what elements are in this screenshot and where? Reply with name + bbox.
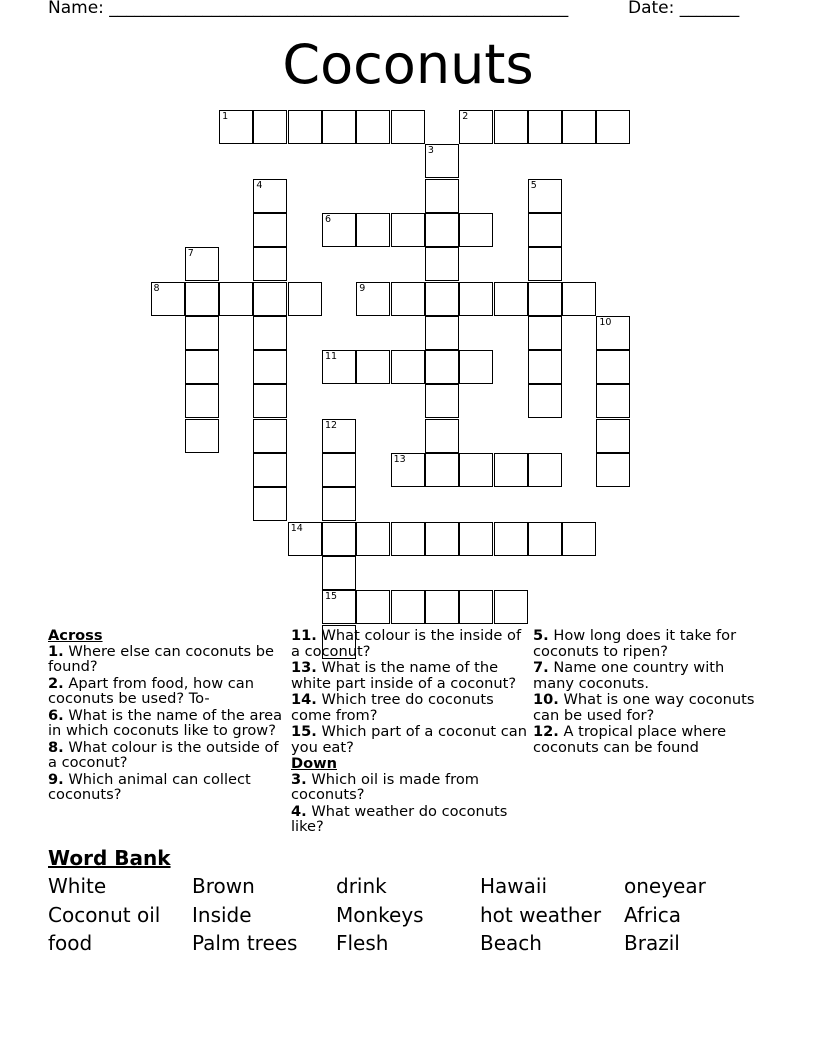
grid-cell[interactable]	[425, 144, 459, 178]
grid-cell[interactable]	[322, 213, 356, 247]
grid-cell[interactable]	[253, 453, 287, 487]
grid-cell[interactable]	[322, 110, 356, 144]
grid-clue-number: 3	[427, 145, 434, 157]
grid-cell[interactable]	[356, 590, 390, 624]
clue-column-3	[533, 628, 763, 756]
grid-cell[interactable]	[494, 522, 528, 556]
grid-cell[interactable]	[494, 282, 528, 316]
clue-across-15: 15. Which part of a coconut can you eat?	[291, 723, 527, 756]
word-bank-word: Hawaii	[480, 874, 548, 898]
grid-cell[interactable]	[356, 213, 390, 247]
grid-cell[interactable]	[528, 213, 562, 247]
grid-cell[interactable]	[253, 110, 287, 144]
grid-cell[interactable]	[253, 282, 287, 316]
grid-cell[interactable]	[562, 110, 596, 144]
grid-cell[interactable]	[425, 282, 459, 316]
grid-clue-number: 10	[599, 316, 612, 328]
grid-cell[interactable]	[596, 419, 630, 453]
grid-cell[interactable]	[596, 384, 630, 418]
clue-across-11: 11. What colour is the inside of a coconut?	[291, 627, 522, 660]
grid-cell[interactable]	[425, 247, 459, 281]
word-bank-word: Africa	[624, 902, 682, 927]
grid-cell[interactable]	[391, 590, 425, 624]
grid-cell[interactable]	[288, 282, 322, 316]
grid-cell[interactable]	[528, 179, 562, 213]
date-field-label: Date: _______	[628, 0, 740, 18]
grid-cell[interactable]	[425, 316, 459, 350]
grid-clue-number: 4	[256, 179, 263, 191]
grid-clue-number: 2	[462, 111, 469, 122]
grid-cell[interactable]	[253, 350, 287, 384]
grid-cell[interactable]	[288, 522, 322, 556]
word-bank-word: food	[48, 931, 93, 955]
grid-cell[interactable]	[494, 590, 528, 624]
grid-cell[interactable]	[185, 316, 219, 350]
grid-cell[interactable]	[528, 316, 562, 350]
grid-cell[interactable]	[459, 522, 493, 556]
clue-across-9: 9. Which animal can collect coconuts?	[48, 770, 251, 803]
word-bank-heading: Word Bank	[48, 846, 171, 870]
grid-cell[interactable]	[253, 247, 287, 281]
word-bank-word: Inside	[192, 902, 252, 927]
clue-down-4: 4. What weather do coconuts like?	[291, 802, 508, 835]
grid-cell[interactable]	[322, 556, 356, 590]
grid-clue-number: 8	[153, 282, 160, 294]
word-bank-word: Monkeys	[336, 902, 424, 927]
word-bank-word: Beach	[480, 931, 542, 955]
clue-down-5: 5. How long does it take for coconuts to ripen?	[533, 627, 737, 660]
grid-cell[interactable]	[185, 419, 219, 453]
grid-cell[interactable]	[391, 282, 425, 316]
name-field-label: Name: ______________________________________________________	[48, 0, 569, 18]
clue-down-3: 3. Which oil is made from coconuts?	[291, 770, 479, 803]
clue-down-10: 10. What is one way coconuts can be used for?	[533, 691, 755, 724]
grid-cell[interactable]	[459, 282, 493, 316]
word-bank-word: White	[48, 874, 107, 898]
grid-cell[interactable]	[253, 487, 287, 521]
grid-cell[interactable]	[253, 316, 287, 350]
grid-cell[interactable]	[322, 453, 356, 487]
grid-cell[interactable]	[528, 282, 562, 316]
clue-across-1: 1. Where else can coconuts be found?	[48, 642, 275, 675]
grid-cell[interactable]	[253, 213, 287, 247]
grid-cell[interactable]	[562, 522, 596, 556]
grid-cell[interactable]	[391, 453, 425, 487]
word-bank-word: Palm trees	[192, 931, 298, 955]
grid-clue-number: 6	[325, 213, 332, 225]
grid-clue-number: 7	[187, 248, 194, 260]
grid-cell[interactable]	[459, 453, 493, 487]
grid-cell[interactable]	[459, 110, 493, 144]
clue-column-2	[291, 628, 531, 836]
grid-clue-number: 13	[393, 454, 406, 465]
word-bank-word: oneyear	[624, 874, 706, 898]
grid-cell[interactable]	[391, 350, 425, 384]
grid-cell[interactable]	[562, 282, 596, 316]
clue-across-2: 2. Apart from food, how can coconuts be used? To-	[48, 674, 255, 707]
clue-down-7: 7. Name one country with many coconuts.	[533, 659, 725, 692]
grid-cell[interactable]	[288, 110, 322, 144]
grid-cell[interactable]	[596, 110, 630, 144]
clue-across-14: 14. Which tree do coconuts come from?	[291, 691, 494, 724]
grid-cell[interactable]	[528, 110, 562, 144]
grid-clue-number: 9	[359, 282, 366, 294]
grid-cell[interactable]	[322, 487, 356, 521]
grid-cell[interactable]	[494, 110, 528, 144]
grid-cell[interactable]	[528, 453, 562, 487]
grid-cell[interactable]	[391, 213, 425, 247]
grid-clue-number: 15	[325, 591, 338, 603]
grid-cell[interactable]	[528, 247, 562, 281]
grid-cell[interactable]	[253, 179, 287, 213]
grid-cell[interactable]	[459, 350, 493, 384]
grid-cell[interactable]	[151, 282, 185, 316]
grid-cell[interactable]	[185, 247, 219, 281]
grid-cell[interactable]	[322, 522, 356, 556]
grid-cell[interactable]	[425, 350, 459, 384]
grid-cell[interactable]	[425, 453, 459, 487]
word-bank-word: drink	[336, 874, 387, 898]
grid-cell[interactable]	[596, 350, 630, 384]
grid-cell[interactable]	[425, 590, 459, 624]
grid-cell[interactable]	[528, 384, 562, 418]
grid-clue-number: 1	[222, 111, 229, 122]
grid-cell[interactable]	[253, 419, 287, 453]
grid-clue-number: 5	[530, 179, 537, 191]
grid-cell[interactable]	[596, 316, 630, 350]
grid-clue-number: 14	[290, 522, 303, 534]
grid-cell[interactable]	[425, 522, 459, 556]
word-bank-word: Coconut oil	[48, 902, 161, 927]
grid-cell[interactable]	[391, 110, 425, 144]
word-bank-word: Brazil	[624, 931, 680, 955]
grid-cell[interactable]	[356, 282, 390, 316]
down-heading: Down	[291, 755, 338, 772]
grid-cell[interactable]	[494, 453, 528, 487]
grid-cell[interactable]	[322, 419, 356, 453]
grid-cell[interactable]	[528, 350, 562, 384]
grid-cell[interactable]	[185, 350, 219, 384]
grid-cell[interactable]	[356, 522, 390, 556]
grid-cell[interactable]	[253, 384, 287, 418]
grid-cell[interactable]	[219, 282, 253, 316]
clue-column-1	[48, 628, 288, 804]
page-title: Coconuts	[282, 33, 534, 96]
grid-cell[interactable]	[219, 110, 253, 144]
grid-cell[interactable]	[185, 384, 219, 418]
word-bank-word: hot weather	[480, 902, 602, 927]
grid-cell[interactable]	[459, 213, 493, 247]
clue-across-13: 13. What is the name of the white part inside of a coconut?	[291, 659, 517, 692]
grid-cell[interactable]	[459, 590, 493, 624]
grid-cell[interactable]	[185, 282, 219, 316]
clue-down-12: 12. A tropical place where coconuts can be found	[533, 723, 727, 756]
grid-cell[interactable]	[425, 419, 459, 453]
grid-cell[interactable]	[596, 453, 630, 487]
grid-cell[interactable]	[356, 110, 390, 144]
grid-cell[interactable]	[425, 179, 459, 213]
grid-cell[interactable]	[425, 384, 459, 418]
grid-cell[interactable]	[356, 350, 390, 384]
clue-across-6: 6. What is the name of the area in which coconuts like to grow?	[48, 706, 283, 739]
clue-across-8: 8. What colour is the outside of a coconut?	[48, 738, 279, 771]
grid-clue-number: 12	[325, 419, 338, 431]
word-bank-word: Brown	[192, 874, 255, 898]
grid-cell[interactable]	[391, 522, 425, 556]
grid-cell[interactable]	[322, 590, 356, 624]
grid-cell[interactable]	[322, 350, 356, 384]
grid-cell[interactable]	[425, 213, 459, 247]
across-heading: Across	[48, 627, 103, 644]
grid-cell[interactable]	[528, 522, 562, 556]
grid-clue-number: 11	[325, 351, 338, 363]
word-bank-word: Flesh	[336, 931, 389, 955]
